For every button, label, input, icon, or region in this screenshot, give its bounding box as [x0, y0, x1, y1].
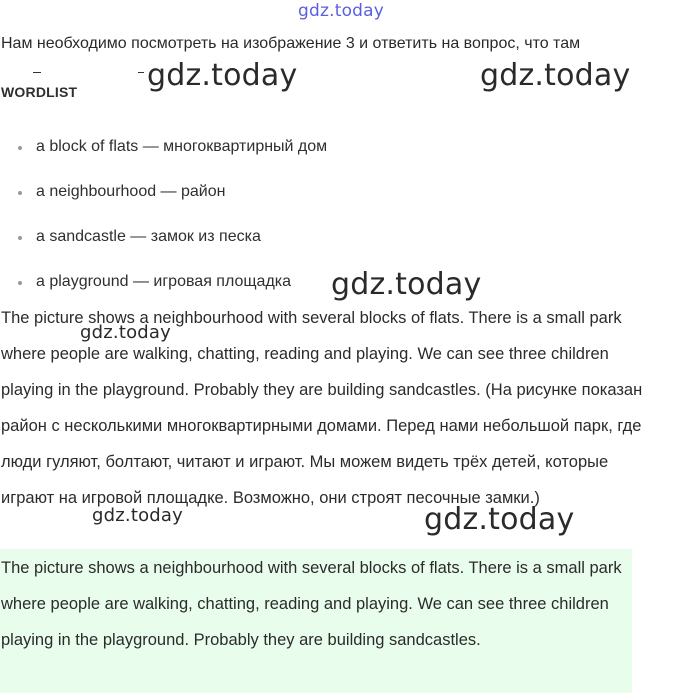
wordlist-item: a neighbourhood — район — [0, 176, 327, 221]
wordlist-item: a block of flats — многоквартирный дом — [0, 131, 327, 176]
dash-mark — [33, 72, 41, 73]
wordlist-item: a playground — игровая площадка — [0, 266, 327, 311]
wordlist-title: WORDLIST — [1, 84, 78, 100]
top-watermark: gdz.today — [298, 1, 385, 21]
wordlist-item: a sandcastle — замок из песка — [0, 221, 327, 266]
watermark: gdz.today — [331, 267, 482, 302]
highlighted-answer: The picture shows a neighbourhood with several blocks of flats. There is a small park where people are walking, chatting, reading and playing. We can see three children playing in the playground. Probably they are building sandcastles. — [0, 549, 632, 693]
dash-mark — [138, 72, 144, 73]
answer-with-translation: The picture shows a neighbourhood with several blocks of flats. There is a small park where people are walking, chatting, reading and playing. We can see three children playing in the playground. Probably they are building sandcastles. (На рисунке показан район с несколькими многоквартирными домами. Перед нами небольшой парк, где люди гуляют, болтают, читают и играют. Мы можем видеть трёх детей, которые играют на игровой площадке. Возможно, они строят песочные замки.) — [1, 309, 643, 507]
watermark: gdz.today — [480, 58, 631, 93]
wordlist — [0, 131, 327, 311]
watermark: gdz.today — [147, 58, 298, 93]
watermark: gdz.today — [80, 322, 172, 343]
intro-text: Нам необходимо посмотреть на изображение 3 и ответить на вопрос, что там — [1, 35, 581, 52]
watermark: gdz.today — [424, 502, 575, 537]
watermark: gdz.today — [92, 505, 184, 526]
